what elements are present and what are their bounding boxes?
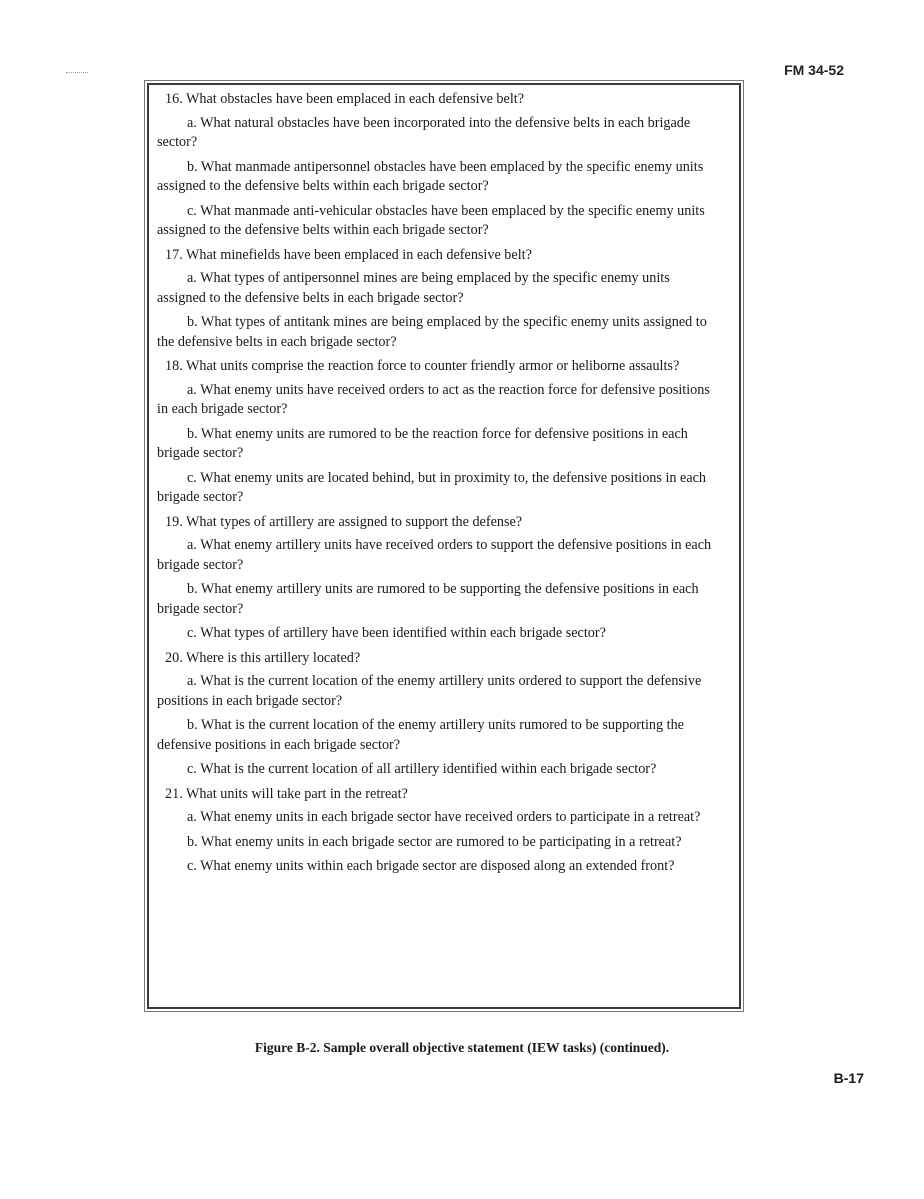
sub-question-item: c. What manmade anti-vehicular obstacles have been emplaced by the specific enemy units assigned to the defensive belts within each brigade sector? [157,202,705,238]
sub-question-item: b. What enemy units in each brigade sector are rumored to be participating in a retreat? [187,833,682,850]
scan-artifact [66,72,88,73]
question-item: 21. What units will take part in the retreat? [165,785,408,802]
question-list [157,90,715,882]
sub-question-item: b. What manmade antipersonnel obstacles have been emplaced by the specific enemy units assigned to the defensive belts within each brigade sector? [157,158,704,194]
sub-question-item: b. What is the current location of the enemy artillery units rumored to be supporting the defensive positions in each brigade sector? [157,717,684,753]
question-item: 18. What units comprise the reaction force to counter friendly armor or heliborne assaults? [165,358,680,374]
manual-id: FM 34-52 [784,62,844,78]
sub-question-item: a. What is the current location of the enemy artillery units ordered to support the defensive positions in each brigade sector? [157,673,702,709]
figure-caption: Figure B-2. Sample overall objective statement (IEW tasks) (continued). [254,1040,670,1055]
sub-question-item: b. What types of antitank mines are being emplaced by the specific enemy units assigned to the defensive belts in each brigade sector? [157,314,707,350]
sub-question-item: c. What enemy units within each brigade sector are disposed along an extended front? [187,858,675,874]
sub-question-item: a. What types of antipersonnel mines are being emplaced by the specific enemy units assigned to the defensive belts in each brigade sector? [157,270,670,306]
page-number: B-17 [833,1070,864,1086]
sub-question-item: b. What enemy artillery units are rumored to be supporting the defensive positions in each brigade sector? [157,581,699,617]
sub-question-item: b. What enemy units are rumored to be the reaction force for defensive positions in each brigade sector? [157,425,688,461]
sub-question-item: a. What enemy artillery units have received orders to support the defensive positions in each brigade sector? [157,537,712,573]
sub-question-item: a. What enemy units in each brigade sector have received orders to participate in a retreat? [187,809,701,825]
question-item: 16. What obstacles have been emplaced in each defensive belt? [165,91,524,107]
sub-question-item: a. What natural obstacles have been incorporated into the defensive belts in each brigade sector? [157,114,691,150]
sub-question-item: c. What enemy units are located behind, but in proximity to, the defensive positions in each brigade sector? [157,469,707,505]
question-item: 20. Where is this artillery located? [165,649,361,666]
sub-question-item: a. What enemy units have received orders to act as the reaction force for defensive positions in each brigade sector? [157,381,710,417]
sub-question-item: c. What is the current location of all artillery identified within each brigade sector? [187,761,657,777]
question-item: 19. What types of artillery are assigned to support the defense? [165,513,523,530]
question-item: 17. What minefields have been emplaced in each defensive belt? [165,246,532,263]
sub-question-item: c. What types of artillery have been identified within each brigade sector? [187,625,606,641]
